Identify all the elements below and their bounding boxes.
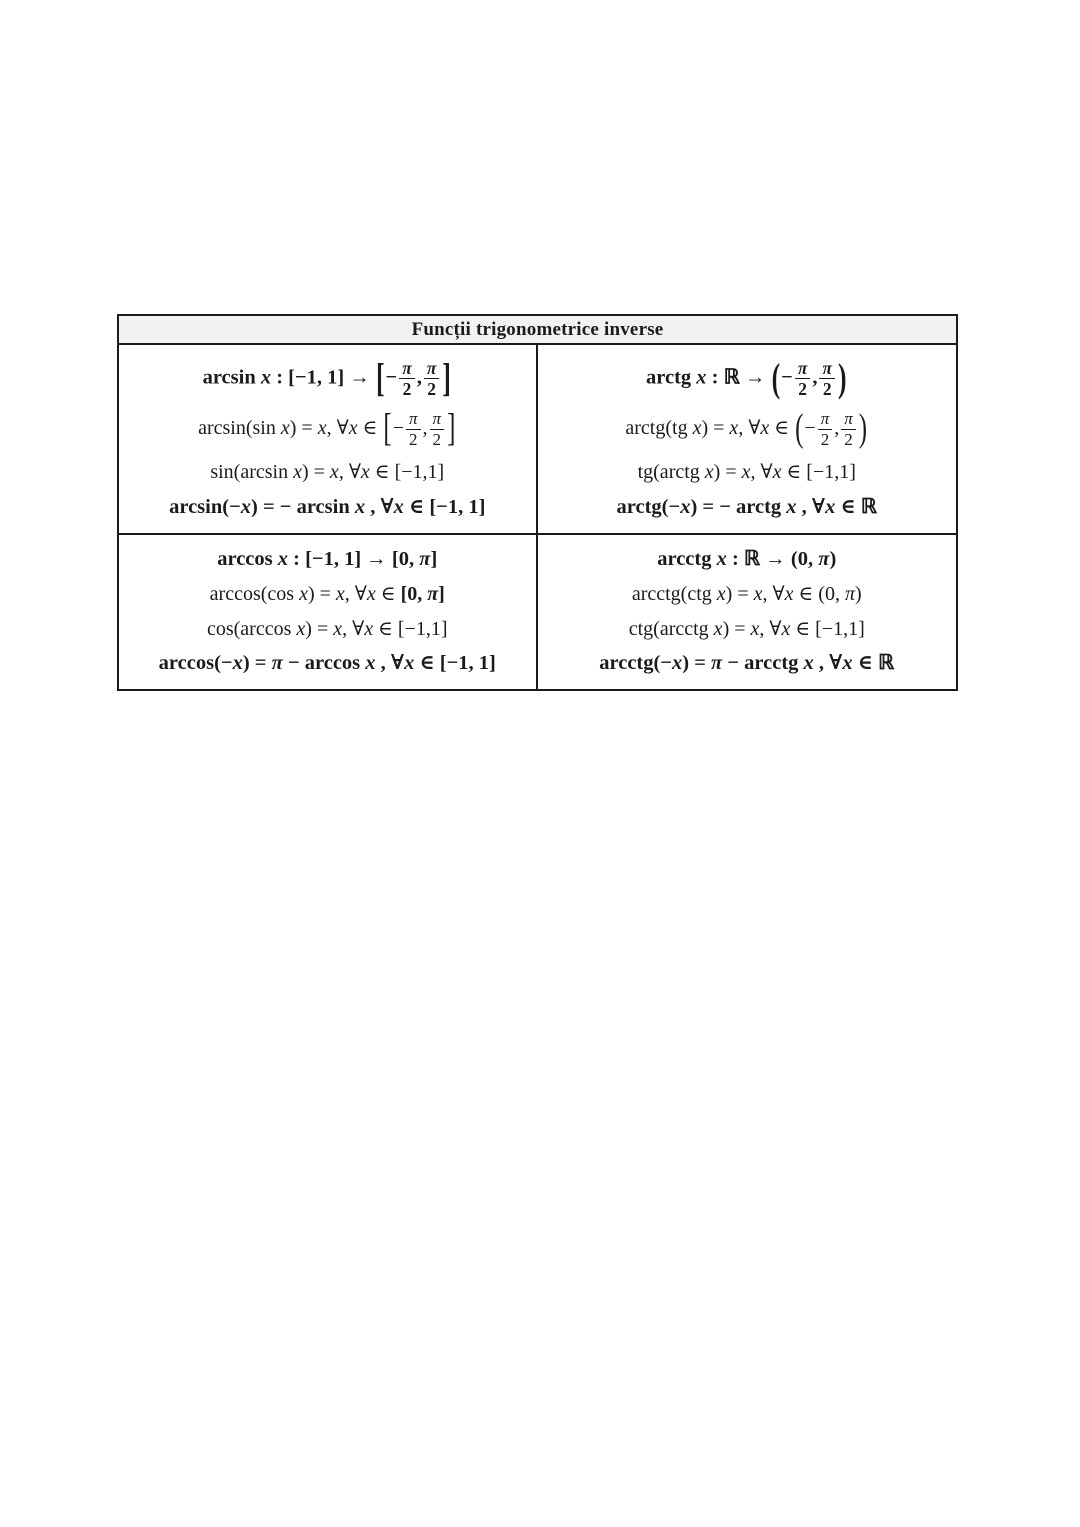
big-bracket: ]	[447, 408, 456, 450]
formula-ctg-of-arcctg: ctg(arcctg x) = x, ∀x ∈ [−1,1]	[628, 617, 865, 640]
formula-arctg-domain: arctg x : ℝ → (− $\frac{\pi}{2}$ , $\frac{\pi}{2}$ )	[646, 355, 847, 401]
fraction: $\frac{\pi}{2}$	[818, 410, 833, 449]
cell-arctg	[538, 345, 957, 535]
cell-arcsin	[119, 345, 538, 535]
formula-sin-of-arcsin: sin(arcsin x) = x, ∀x ∈ [−1,1]	[210, 460, 445, 483]
formula-arcsin-of-sin: arcsin(sin x) = x, ∀x ∈ [− $\frac{\pi}{2}$ , $\frac{\pi}{2}$ ]	[198, 408, 456, 450]
formula-cos-of-arccos: cos(arccos x) = x, ∀x ∈ [−1,1]	[206, 617, 448, 640]
fraction: $\frac{\pi}{2}$	[406, 410, 421, 449]
big-bracket: [	[383, 408, 392, 450]
formula-arccos-domain: arccos x : [−1, 1] → [0, π]	[217, 548, 438, 571]
big-paren: )	[858, 408, 868, 450]
formula-arcctg-reflection: arcctg(−x) = π − arcctg x , ∀x ∈ ℝ	[599, 652, 895, 675]
big-paren: (	[771, 355, 781, 401]
inverse-trig-table	[117, 314, 958, 691]
big-paren: (	[795, 408, 804, 450]
big-paren: )	[837, 355, 847, 401]
table-body	[119, 345, 956, 689]
formula-arcsin-domain: arcsin x : [−1, 1] → [− $\frac{\pi}{2}$ , $\frac{\pi}{2}$ ]	[202, 355, 451, 401]
table-title: Funcții trigonometrice inverse	[119, 316, 956, 345]
formula-arcctg-of-ctg: arcctg(ctg x) = x, ∀x ∈ (0, π)	[631, 583, 862, 606]
formula-arcsin-odd: arcsin(−x) = − arcsin x , ∀x ∈ [−1, 1]	[169, 495, 486, 518]
fraction: $\frac{\pi}{2}$	[430, 410, 445, 449]
formula-tg-of-arctg: tg(arctg x) = x, ∀x ∈ [−1,1]	[637, 460, 856, 483]
fraction: $\frac{\pi}{2}$	[795, 359, 811, 399]
fraction: $\frac{\pi}{2}$	[819, 359, 835, 399]
formula-arctg-odd: arctg(−x) = − arctg x , ∀x ∈ ℝ	[616, 495, 877, 518]
formula-arccos-reflection: arccos(−x) = π − arccos x , ∀x ∈ [−1, 1]	[158, 652, 496, 675]
big-bracket: [	[376, 355, 385, 401]
fraction: $\frac{\pi}{2}$	[399, 359, 415, 399]
big-bracket: ]	[442, 355, 451, 401]
fraction: $\frac{\pi}{2}$	[841, 410, 856, 449]
fraction: $\frac{\pi}{2}$	[424, 359, 440, 399]
formula-arccos-of-cos: arccos(cos x) = x, ∀x ∈ [0, π]	[209, 583, 445, 606]
formula-arctg-of-tg: arctg(tg x) = x, ∀x ∈ (− $\frac{\pi}{2}$ , $\frac{\pi}{2}$ )	[625, 408, 868, 450]
cell-arccos	[119, 535, 538, 689]
formula-arcctg-domain: arcctg x : ℝ → (0, π)	[657, 548, 837, 571]
cell-arcctg	[538, 535, 957, 689]
